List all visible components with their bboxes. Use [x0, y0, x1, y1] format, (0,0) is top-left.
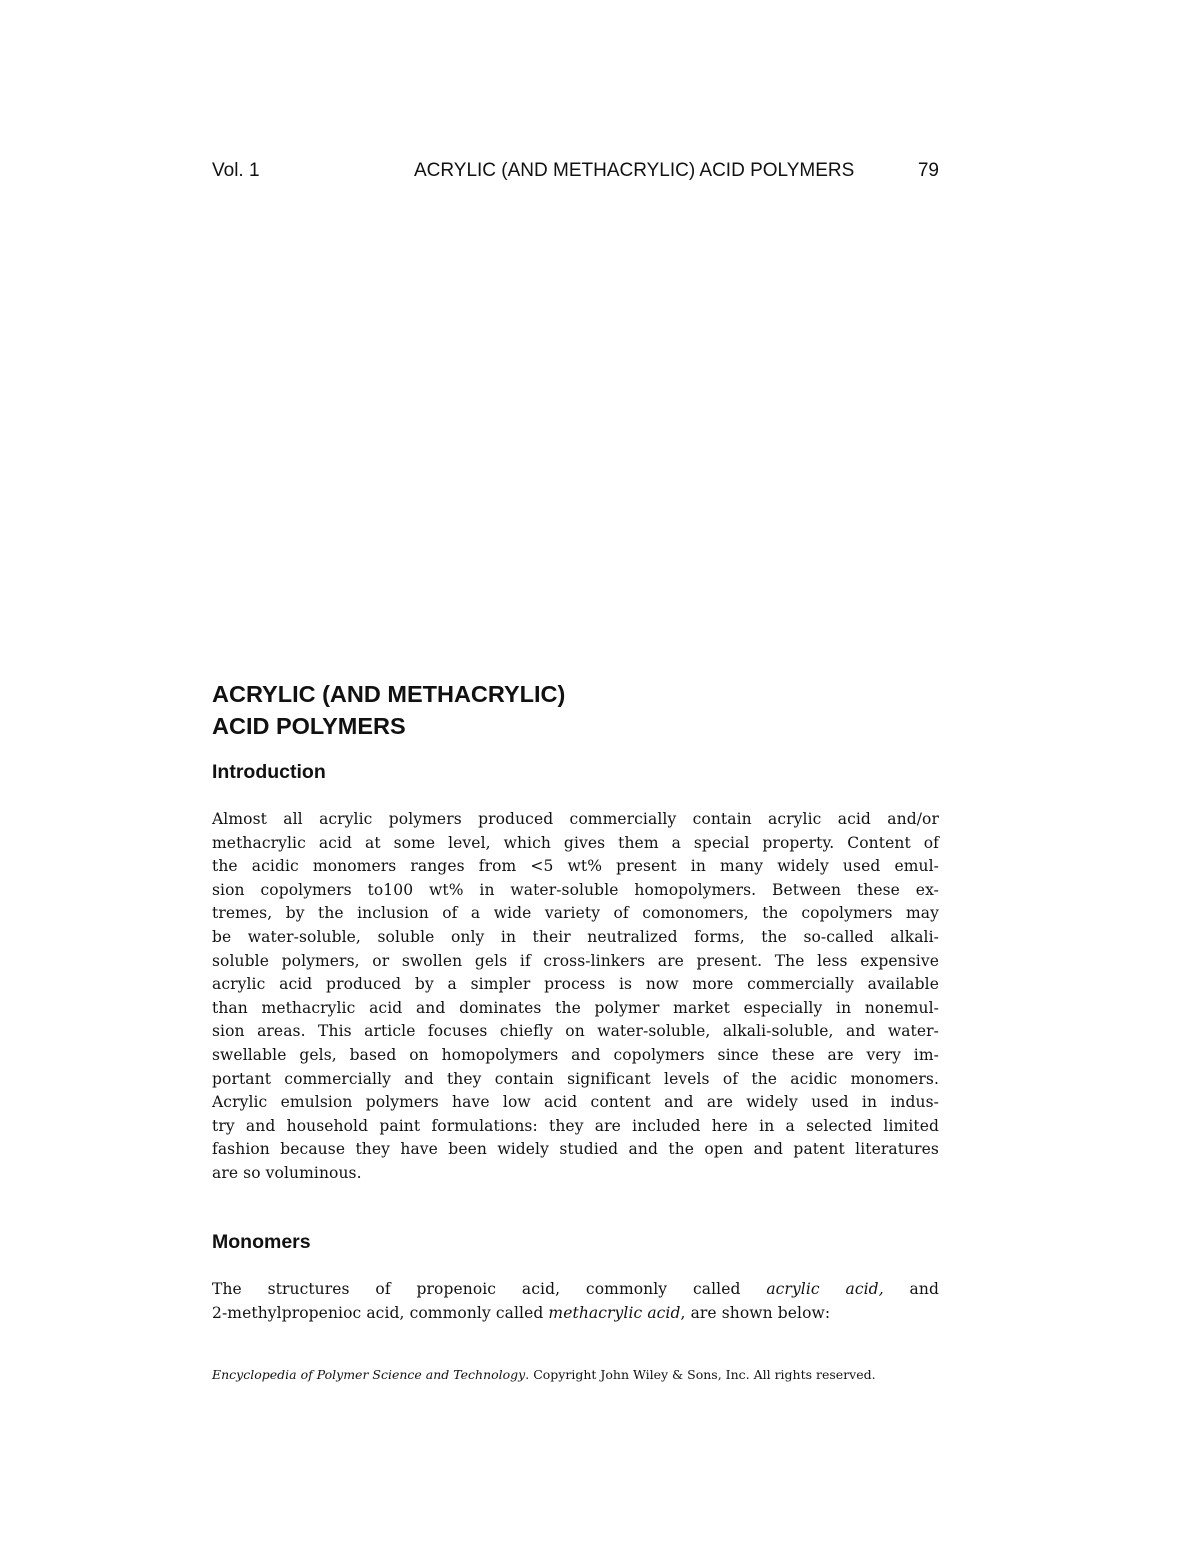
article-title-line-2: ACID POLYMERS — [212, 713, 406, 739]
paragraph-line: soluble polymers, or swollen gels if cross-linkers are present. The less expensive — [212, 951, 939, 970]
acrylic-acid-term: acrylic acid, — [766, 1280, 884, 1298]
paragraph-line: acrylic acid produced by a simpler process is now more commercially available — [212, 975, 939, 994]
article-title-line-1: ACRYLIC (AND METHACRYLIC) — [212, 681, 566, 707]
page-number: 79 — [917, 160, 939, 181]
paragraph-line: are so voluminous. — [212, 1163, 362, 1182]
article-title — [212, 678, 939, 742]
paragraph-line: tremes, by the inclusion of a wide variety of comonomers, the copolymers may — [212, 904, 939, 923]
text-run: 2-methylpropenioc acid, commonly called — [212, 1303, 549, 1322]
volume-label: Vol. 1 — [212, 160, 260, 181]
running-header — [212, 158, 939, 184]
paragraph-line: portant commercially and they contain significant levels of the acidic monomers. — [212, 1069, 939, 1088]
paragraph-line: than methacrylic acid and dominates the polymer market especially in nonemul- — [212, 998, 939, 1017]
paragraph-line — [212, 1278, 939, 1302]
running-title: ACRYLIC (AND METHACRYLIC) ACID POLYMERS — [414, 160, 855, 181]
copyright-footer — [212, 1366, 939, 1384]
paragraph-line: swellable gels, based on homopolymers and copolymers since these are very im- — [212, 1045, 939, 1064]
introduction-paragraph — [212, 808, 939, 1186]
paragraph-line: the acidic monomers ranges from <5 wt% present in many widely used emul- — [212, 857, 939, 876]
paragraph-line: Almost all acrylic polymers produced commercially contain acrylic acid and/or — [212, 810, 939, 828]
paragraph-line — [212, 1302, 939, 1326]
paragraph-line: Acrylic emulsion polymers have low acid content and are widely used in indus- — [212, 1093, 939, 1112]
monomers-paragraph — [212, 1278, 939, 1325]
paragraph-line: methacrylic acid at some level, which gives them a special property. Content of — [212, 833, 939, 852]
paragraph-line: sion copolymers to100 wt% in water-soluble homopolymers. Between these ex- — [212, 880, 939, 899]
introduction-heading: Introduction — [212, 761, 326, 783]
paragraph-line: be water-soluble, soluble only in their neutralized forms, the so-called alkali- — [212, 927, 939, 946]
copyright-text: . Copyright John Wiley & Sons, Inc. All rights reserved. — [525, 1367, 876, 1382]
text-run: The structures of propenoic acid, commonly called — [212, 1280, 767, 1298]
monomers-heading: Monomers — [212, 1231, 311, 1253]
paragraph-line: fashion because they have been widely studied and the open and patent literatures — [212, 1140, 939, 1159]
text-run: and — [883, 1280, 939, 1298]
text-run: , are shown below: — [680, 1303, 831, 1322]
paragraph-line: try and household paint formulations: they are included here in a selected limited — [212, 1116, 939, 1135]
methacrylic-acid-term: methacrylic acid — [548, 1303, 681, 1322]
paragraph-line: sion areas. This article focuses chiefly on water-soluble, alkali-soluble, and water- — [212, 1022, 939, 1041]
source-title: Encyclopedia of Polymer Science and Technology — [212, 1367, 526, 1382]
